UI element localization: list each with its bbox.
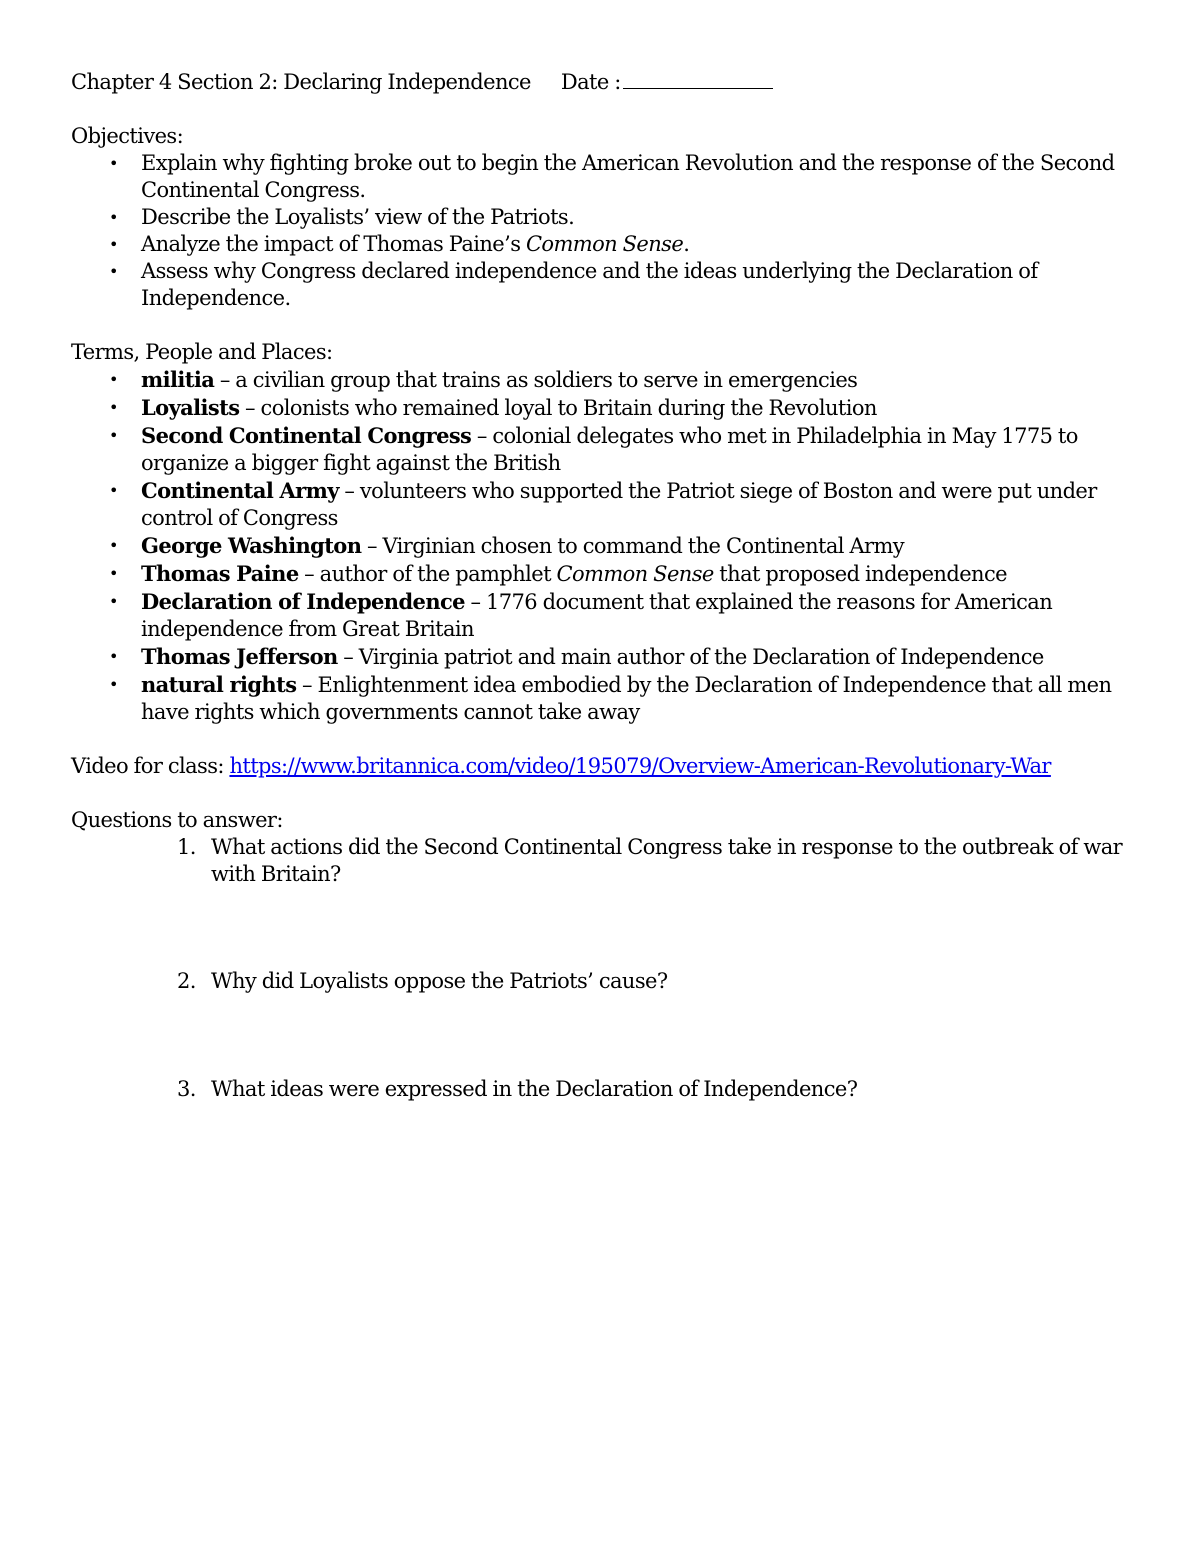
objective-text: Assess why Congress declared independence and the ideas underlying the Declaration of Independence. bbox=[141, 259, 1038, 310]
question-item bbox=[71, 834, 1151, 888]
objective-text: Describe the Loyalists’ view of the Patriots. bbox=[141, 205, 575, 229]
question-number: 1. bbox=[177, 835, 196, 859]
objectives-list bbox=[71, 150, 1151, 312]
bullet-icon: • bbox=[109, 536, 118, 555]
question-item bbox=[71, 968, 1151, 995]
question-item bbox=[71, 1076, 1151, 1103]
term-item bbox=[71, 588, 1151, 643]
term-name: Second Continental Congress bbox=[141, 423, 472, 448]
bullet-icon: • bbox=[109, 370, 118, 389]
date-colon: : bbox=[614, 70, 621, 94]
term-item bbox=[71, 671, 1151, 726]
video-label: Video for class: bbox=[71, 754, 230, 778]
terms-list bbox=[71, 366, 1151, 726]
bullet-icon: • bbox=[109, 208, 118, 227]
term-definition-end: that proposed independence bbox=[713, 562, 1007, 586]
objective-item bbox=[71, 150, 1151, 204]
date-blank-line bbox=[623, 68, 773, 89]
bullet-icon: • bbox=[109, 564, 118, 583]
term-item bbox=[71, 532, 1151, 560]
objective-item bbox=[71, 231, 1151, 258]
term-definition: – Enlightenment idea embodied by the Declaration of Independence that all men have rights which governments cannot take away bbox=[141, 673, 1112, 724]
bullet-icon: • bbox=[109, 398, 118, 417]
term-definition: – volunteers who supported the Patriot siege of Boston and were put under control of Congress bbox=[141, 479, 1097, 530]
term-name: Thomas Paine bbox=[141, 561, 299, 586]
term-definition: – 1776 document that explained the reasons for American independence from Great Britain bbox=[141, 590, 1053, 641]
question-text: Why did Loyalists oppose the Patriots’ cause? bbox=[211, 969, 668, 993]
questions-list bbox=[71, 834, 1151, 1103]
term-item bbox=[71, 422, 1151, 477]
objective-text-end: . bbox=[683, 232, 690, 256]
term-item bbox=[71, 643, 1151, 671]
bullet-icon: • bbox=[109, 592, 118, 611]
video-link[interactable]: https://www.britannica.com/video/195079/Overview-American-Revolutionary-War bbox=[229, 754, 1051, 778]
worksheet-page bbox=[71, 68, 1151, 1103]
term-definition: – Virginian chosen to command the Continental Army bbox=[361, 534, 905, 558]
term-name: Declaration of Independence bbox=[141, 589, 465, 614]
bullet-icon: • bbox=[109, 481, 118, 500]
objective-text: Analyze the impact of Thomas Paine’s bbox=[141, 232, 526, 256]
term-item bbox=[71, 366, 1151, 394]
book-title: Common Sense bbox=[556, 562, 714, 586]
term-definition: – Virginia patriot and main author of the Declaration of Independence bbox=[337, 645, 1044, 669]
objective-text: Explain why fighting broke out to begin the American Revolution and the response of the Second Continental Congress. bbox=[141, 151, 1115, 202]
bullet-icon: • bbox=[109, 647, 118, 666]
objective-item bbox=[71, 204, 1151, 231]
bullet-icon: • bbox=[109, 675, 118, 694]
video-line bbox=[71, 753, 1151, 780]
term-name: Continental Army bbox=[141, 478, 339, 503]
bullet-icon: • bbox=[109, 154, 118, 173]
term-definition: – author of the pamphlet bbox=[298, 562, 557, 586]
term-item bbox=[71, 560, 1151, 588]
term-name: militia bbox=[141, 367, 215, 392]
question-text: What actions did the Second Continental Congress take in response to the outbreak of war with Britain? bbox=[211, 835, 1123, 886]
term-definition: – colonists who remained loyal to Britain during the Revolution bbox=[239, 396, 877, 420]
question-number: 2. bbox=[177, 969, 196, 993]
bullet-icon: • bbox=[109, 426, 118, 445]
term-name: Loyalists bbox=[141, 395, 240, 420]
page-title: Chapter 4 Section 2: Declaring Independence bbox=[71, 70, 531, 94]
header-line bbox=[71, 68, 1151, 96]
bullet-icon: • bbox=[109, 235, 118, 254]
date-label: Date bbox=[560, 70, 609, 94]
term-definition: – colonial delegates who met in Philadelphia in May 1775 to organize a bigger fight against the British bbox=[141, 424, 1078, 475]
question-text: What ideas were expressed in the Declaration of Independence? bbox=[211, 1077, 858, 1101]
terms-heading: Terms, People and Places: bbox=[71, 340, 333, 364]
term-name: George Washington bbox=[141, 533, 362, 558]
term-name: Thomas Jefferson bbox=[141, 644, 338, 669]
term-name: natural rights bbox=[141, 672, 297, 697]
term-item bbox=[71, 477, 1151, 532]
objectives-heading: Objectives: bbox=[71, 124, 184, 148]
objective-item bbox=[71, 258, 1151, 312]
bullet-icon: • bbox=[109, 262, 118, 281]
book-title: Common Sense bbox=[525, 232, 684, 256]
term-definition: – a civilian group that trains as soldiers to serve in emergencies bbox=[214, 368, 858, 392]
term-item bbox=[71, 394, 1151, 422]
questions-heading: Questions to answer: bbox=[71, 808, 283, 832]
question-number: 3. bbox=[177, 1077, 196, 1101]
